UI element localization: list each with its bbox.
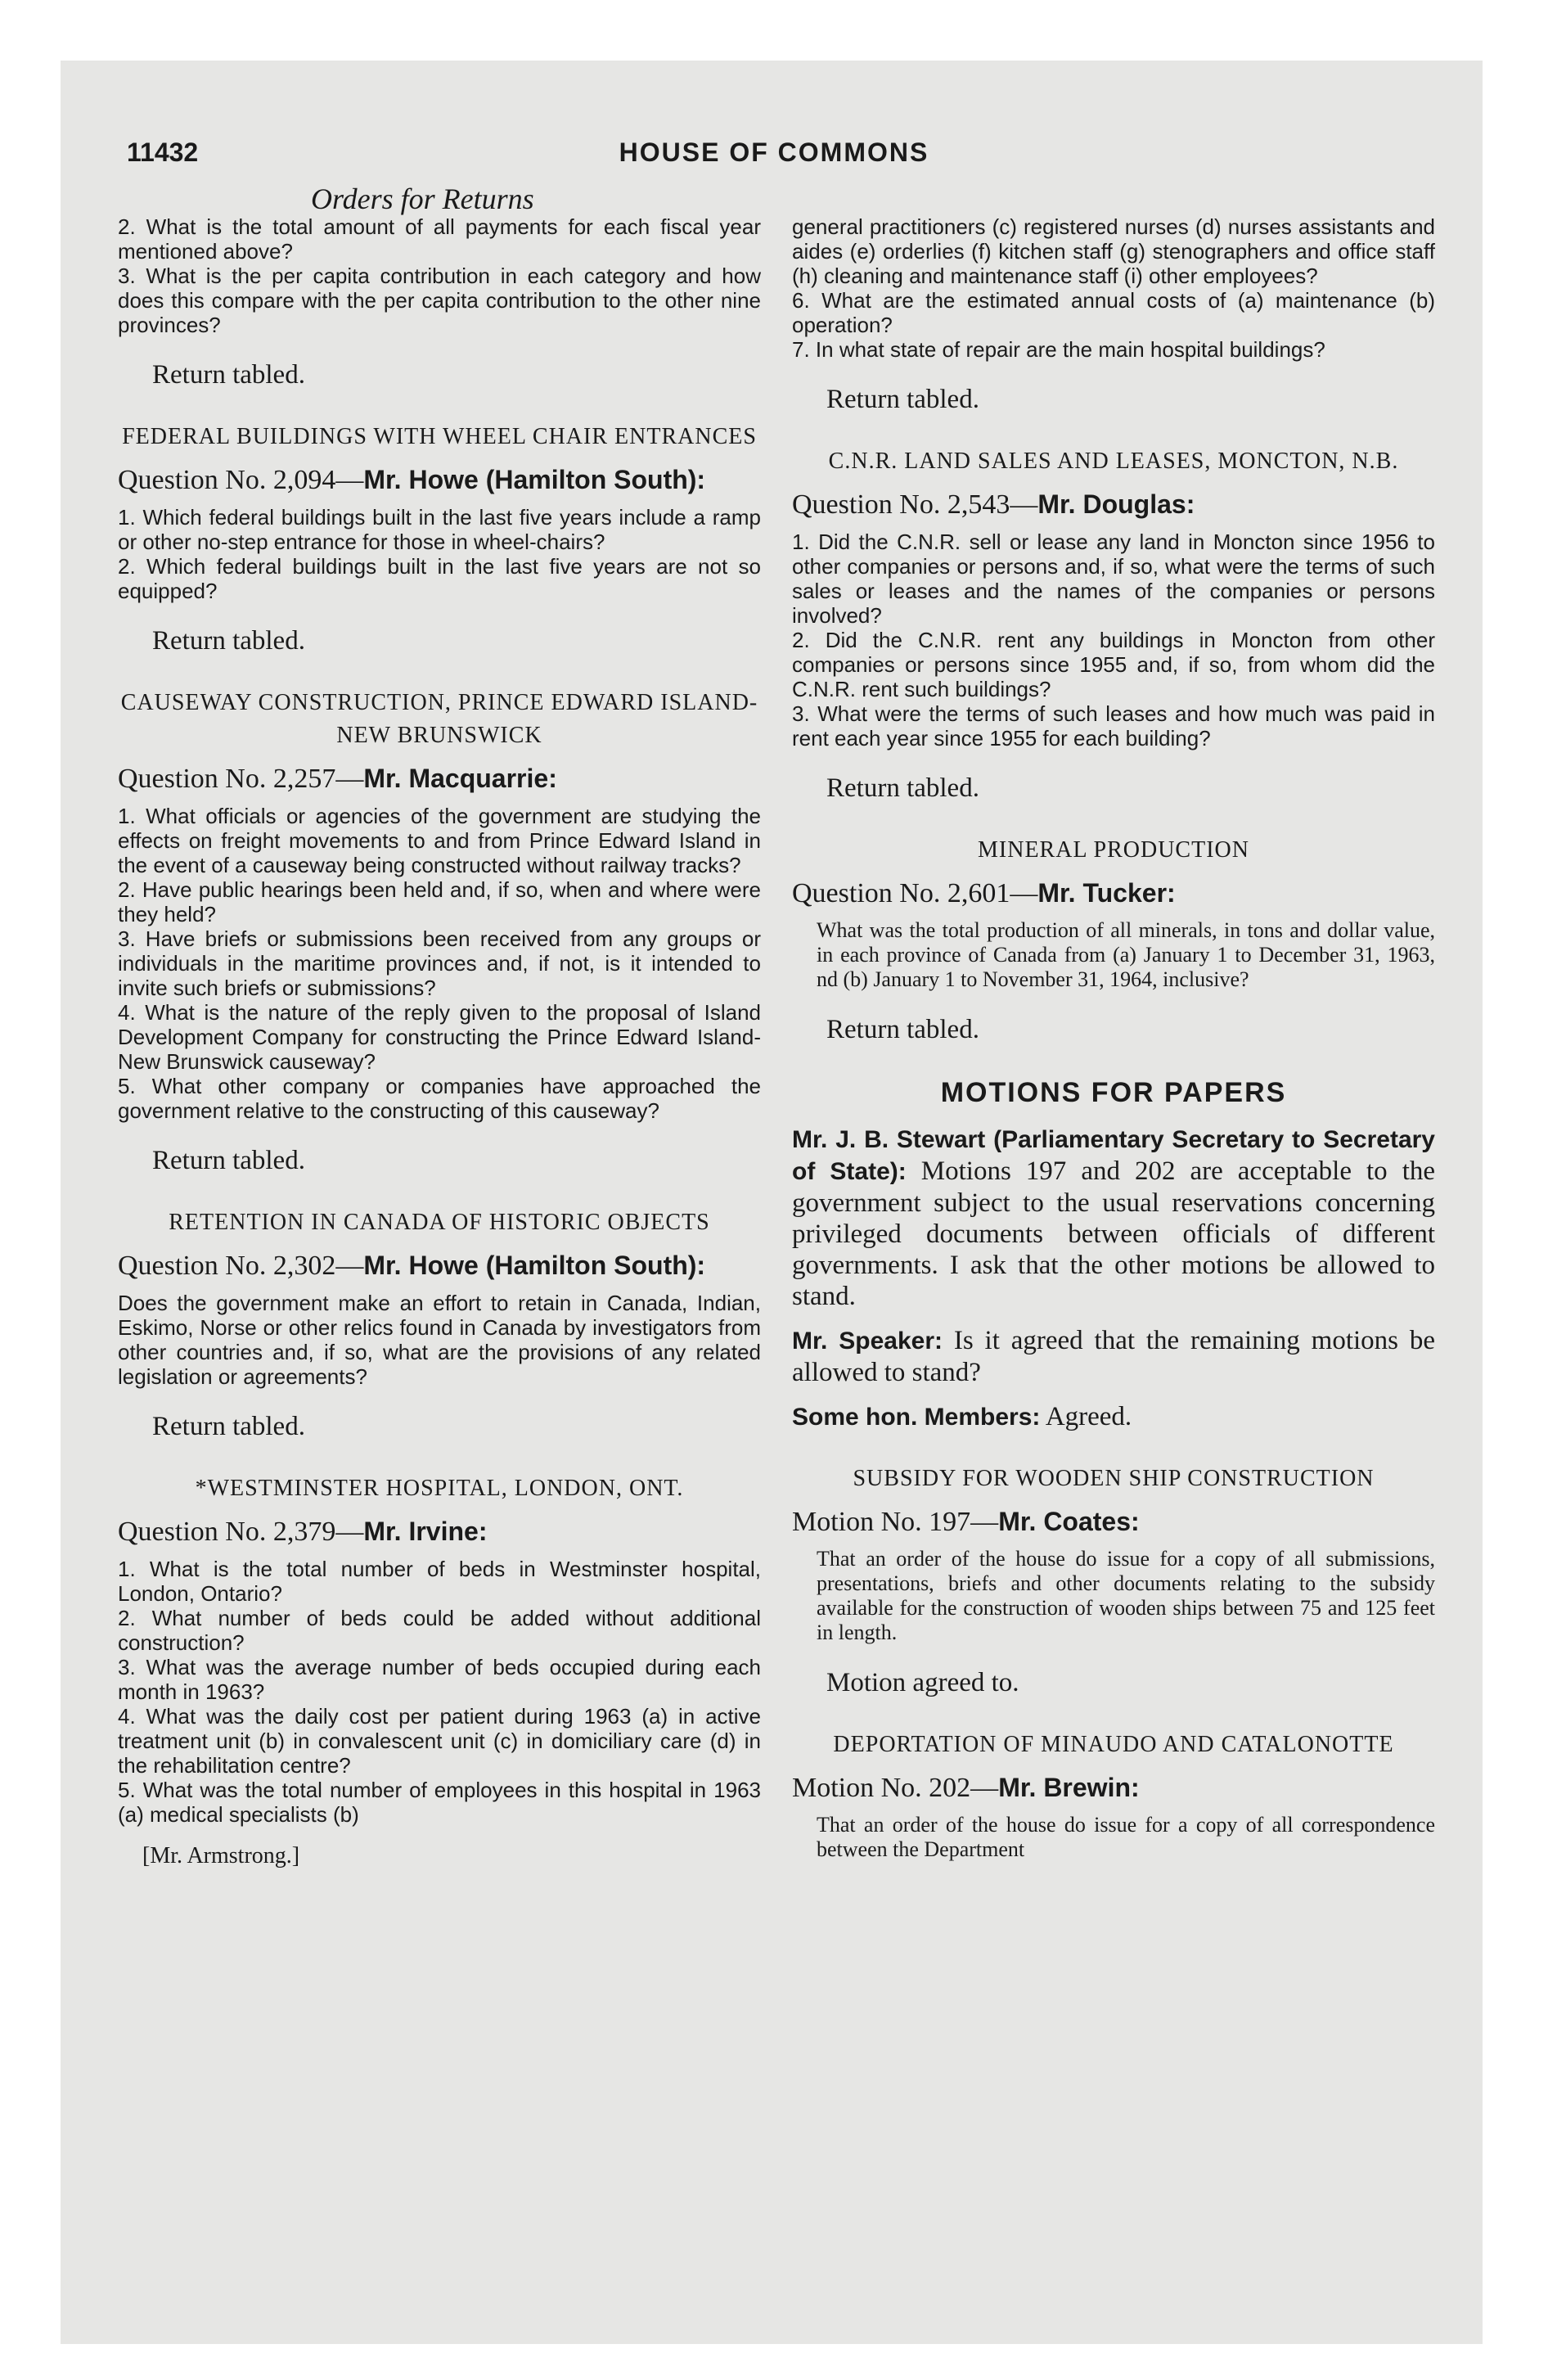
return-tabled: Return tabled. [826,773,979,803]
question-number: Question No. 2,601— [792,878,1038,908]
footer-note: [Mr. Armstrong.] [142,1843,300,1868]
member-name: Mr. Tucker: [1037,878,1176,908]
paragraph: general practitioners (c) registered nurses (d) nurses assistants and aides (e) orderlies (f) kitchen staff (g) stenographers and office staff (h) cleaning and maintenance staff (i) other employees? [792,214,1435,288]
motion-line [792,1505,1435,1539]
return-tabled: Return tabled. [826,1015,979,1044]
question-line [118,1515,761,1548]
member-name: Mr. Macquarrie: [363,764,557,793]
section-heading: *WESTMINSTER HOSPITAL, LONDON, ONT. [195,1476,684,1501]
section-heading: SUBSIDY FOR WOODEN SHIP CONSTRUCTION [853,1466,1375,1491]
paragraph: 3. What were the terms of such leases and how much was paid in rent each year since 1955 for each building? [792,701,1435,751]
return-tabled: Return tabled. [152,1412,305,1441]
speaker-name: Mr. J. B. Stewart (Parliamentary Secretary to Secretary of State): [792,1126,1435,1185]
paragraph: That an order of the house do issue for a copy of all correspondence between the Department [817,1813,1435,1861]
paragraph: 7. In what state of repair are the main hospital buildings? [792,337,1325,362]
section-heading: CAUSEWAY CONSTRUCTION, PRINCE EDWARD ISLAND-NEW BRUNSWICK [120,690,758,748]
member-name: Mr. Douglas: [1037,489,1195,519]
member-name: Mr. Howe (Hamilton South): [363,1251,706,1280]
motion-number: Motion No. 197— [792,1507,999,1537]
question-number: Question No. 2,094— [118,465,364,495]
member-name: Mr. Irvine: [363,1517,488,1546]
question-line [118,1249,761,1282]
question-number: Question No. 2,302— [118,1251,364,1281]
return-tabled: Return tabled. [826,385,979,414]
motion-number: Motion No. 202— [792,1773,999,1803]
return-tabled: Return tabled. [152,360,305,390]
paragraph: 2. Which federal buildings built in the last five years are not so equipped? [118,554,761,603]
speaker-statement [792,1325,1435,1388]
statement-text: Agreed. [1040,1402,1132,1431]
question-number: Question No. 2,379— [118,1517,364,1547]
paragraph: 4. What was the daily cost per patient during 1963 (a) in active treatment unit (b) in convalescent unit (c) in domiciliary care (d) in the rehabilitation centre? [118,1704,761,1778]
motions-heading: MOTIONS FOR PAPERS [940,1077,1287,1108]
paragraph: 2. Have public hearings been held and, if so, when and where were they held? [118,877,761,926]
paragraph: That an order of the house do issue for a copy of all submissions, presentations, briefs and other documents relating to the subsidy available for the construction of wooden ships between 75 and 125 feet in length. [817,1547,1435,1644]
paragraph: Does the government make an effort to retain in Canada, Indian, Eskimo, Norse or other relics found in Canada by investigators from other countries and, if so, what are the provisions of any related legislation or agreements? [118,1291,761,1389]
paragraph: 1. Did the C.N.R. sell or lease any land in Moncton since 1956 to other companies or persons and, if so, what were the terms of such sales or leases and the names of the companies or persons involved? [792,530,1435,628]
question-number: Question No. 2,543— [792,489,1038,520]
paragraph: 3. What was the average number of beds occupied during each month in 1963? [118,1655,761,1704]
paragraph: 1. Which federal buildings built in the last five years include a ramp or other no-step entrance for those in wheel-chairs? [118,505,761,554]
members-statement [792,1401,1435,1433]
speaker-name: Mr. Speaker: [792,1327,943,1355]
question-line [792,877,1435,910]
left-column [118,214,761,1869]
member-name: Mr. Brewin: [998,1773,1140,1802]
member-name: Mr. Howe (Hamilton South): [363,465,706,494]
question-line [118,762,761,796]
member-name: Mr. Coates: [998,1507,1140,1536]
motion-agreed: Motion agreed to. [826,1668,1019,1697]
page-number: 11432 [127,137,199,167]
paragraph: 1. What is the total number of beds in Westminster hospital, London, Ontario? [118,1557,761,1606]
paragraph: 1. What officials or agencies of the government are studying the effects on freight movements to and from Prince Edward Island in the event of a causeway being constructed without railway tracks? [118,804,761,877]
paragraph: 3. Have briefs or submissions been received from any groups or individuals in the maritime provinces and, if not, is it intended to invite such briefs or submissions? [118,926,761,1000]
paragraph: 5. What other company or companies have approached the government relative to the constructing of this causeway? [118,1074,761,1123]
page-title: HOUSE OF COMMONS [619,137,929,167]
paragraph: 5. What was the total number of employees in this hospital in 1963 (a) medical specialists (b) [118,1778,761,1827]
statement-text: Motions 197 and 202 are acceptable to the government subject to the usual reservations concerning privileged documents between officials of different governments. I ask that the other motions be allowed to stand. [792,1156,1436,1311]
return-tabled: Return tabled. [152,1146,305,1175]
question-number: Question No. 2,257— [118,764,364,794]
section-heading: DEPORTATION OF MINAUDO AND CATALONOTTE [833,1732,1394,1757]
section-heading: RETENTION IN CANADA OF HISTORIC OBJECTS [169,1210,710,1235]
paragraph: 2. What is the total amount of all payments for each fiscal year mentioned above? [118,214,761,264]
paragraph: 4. What is the nature of the reply given to the proposal of Island Development Company for constructing the Prince Edward Island-New Brunswick causeway? [118,1000,761,1074]
paragraph: 3. What is the per capita contribution in each category and how does this compare with the per capita contribution to the other nine provinces? [118,264,761,337]
section-heading: MINERAL PRODUCTION [978,837,1249,863]
section-heading: FEDERAL BUILDINGS WITH WHEEL CHAIR ENTRANCES [122,424,757,449]
question-line [792,488,1435,521]
paragraph: 6. What are the estimated annual costs of (a) maintenance (b) operation? [792,288,1435,337]
paragraph: What was the total production of all minerals, in tons and dollar value, in each province of Canada from (a) January 1 to December 31, 1963, nd (b) January 1 to November 31, 1964, inclusive? [817,918,1435,991]
speaker-name: Some hon. Members: [792,1404,1041,1431]
paragraph: 2. What number of beds could be added without additional construction? [118,1606,761,1655]
statement-text: Is it agreed that the remaining motions be allowed to stand? [792,1326,1436,1387]
paragraph: 2. Did the C.N.R. rent any buildings in Moncton from other companies or persons since 1955 and, if so, from whom did the C.N.R. rent such buildings? [792,628,1435,701]
section-heading: C.N.R. LAND SALES AND LEASES, MONCTON, N.B. [828,449,1399,474]
stewart-statement [792,1124,1435,1312]
right-column [792,214,1435,1862]
return-tabled: Return tabled. [152,626,305,656]
question-line [118,463,761,497]
page-subtitle: Orders for Returns [311,183,534,215]
motion-line [792,1771,1435,1805]
